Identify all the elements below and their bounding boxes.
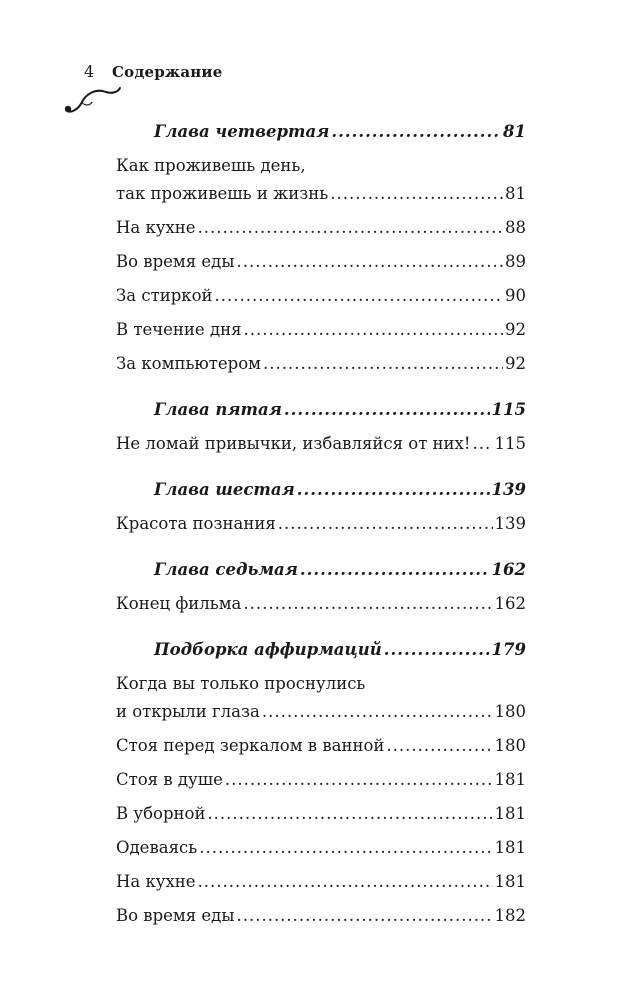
- header-title: Содержание: [112, 63, 223, 81]
- running-header: [84, 62, 223, 81]
- toc-item: Красота познания ..... 139: [116, 510, 526, 538]
- toc-item: Не ломай привычки, избавляйся от них! ..... 115: [116, 430, 526, 458]
- toc-chapter: Глава четвертая ..... 81: [116, 118, 526, 146]
- toc-chapter: Глава шестая ..... 139: [116, 476, 526, 504]
- toc-item: Как проживешь день, так проживешь и жизнь ..... 81: [116, 152, 526, 208]
- toc-item: Стоя в душе ..... 181: [116, 766, 526, 794]
- page-number: 4: [84, 62, 95, 81]
- toc-item: Когда вы только проснулись и открыли глаза ..... 180: [116, 670, 526, 726]
- toc-item: Во время еды ..... 89: [116, 248, 526, 276]
- toc-chapter: Подборка аффирмаций ..... 179: [116, 636, 526, 664]
- flourish-ornament-icon: [62, 80, 122, 116]
- toc-item: В уборной ..... 181: [116, 800, 526, 828]
- toc-item: На кухне ..... 181: [116, 868, 526, 896]
- table-of-contents: [116, 112, 526, 930]
- toc-item: Конец фильма ..... 162: [116, 590, 526, 618]
- toc-chapter: Глава пятая ..... 115: [116, 396, 526, 424]
- toc-item: На кухне ..... 88: [116, 214, 526, 242]
- toc-item: Во время еды ..... 182: [116, 902, 526, 930]
- toc-item: Стоя перед зеркалом в ванной ..... 180: [116, 732, 526, 760]
- toc-item: Одеваясь ..... 181: [116, 834, 526, 862]
- toc-item: За компьютером ..... 92: [116, 350, 526, 378]
- toc-item: В течение дня ..... 92: [116, 316, 526, 344]
- toc-item: За стиркой ..... 90: [116, 282, 526, 310]
- toc-chapter: Глава седьмая ..... 162: [116, 556, 526, 584]
